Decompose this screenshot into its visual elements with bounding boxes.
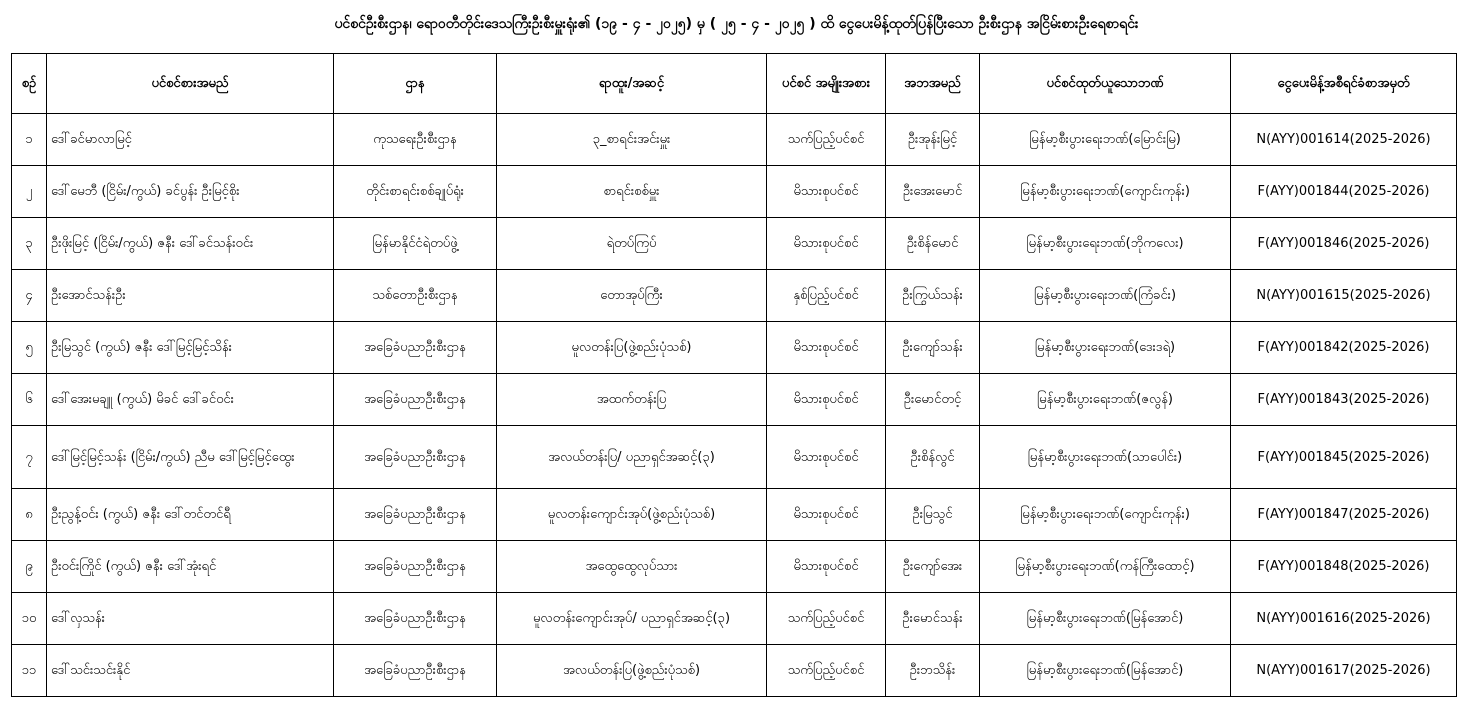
table-row bbox=[12, 489, 1457, 541]
document-title: ပင်စင်ဦးစီးဌာန၊ ရောဝတီတိုင်းဒေသကြီးဦးစီးမှူးရုံး၏ (၁၉ - ၄ - ၂၀၂၅) မှ ( ၂၅ - ၄ - ၂၀၂၅ ) ထိ ငွေပေးမိန့်ထုတ်ပြန်ပြီးသော ဦးစီးဌာန အငြိမ်းစားဦးရေစာရင်း bbox=[334, 16, 1139, 32]
cell-pensioner-name: ဒေါ်လှသန်း bbox=[47, 593, 334, 645]
cell-pension-type: မိသားစုပင်စင် bbox=[767, 374, 886, 426]
cell-payment-order-number: F(AYY)001848(2025-2026) bbox=[1231, 541, 1457, 593]
header-pension-type: ပင်စင် အမျိုးအစား bbox=[767, 54, 886, 114]
cell-father-name: ဦးကျော်သန်း bbox=[886, 322, 980, 374]
cell-payment-order-number: F(AYY)001843(2025-2026) bbox=[1231, 374, 1457, 426]
cell-serial: ၃ bbox=[12, 218, 47, 270]
table-row bbox=[12, 166, 1457, 218]
cell-payment-order-number: N(AYY)001614(2025-2026) bbox=[1231, 114, 1457, 166]
cell-paying-bank: မြန်မာ့စီးပွားရေးဘဏ်(ကျောင်းကုန်း) bbox=[980, 489, 1231, 541]
cell-pensioner-name: ဦးဝင်းကြိုင် (ကွယ်) ဇနီး ဒေါ်အုံးရင် bbox=[47, 541, 334, 593]
cell-department: အခြေခံပညာဦးစီးဌာန bbox=[334, 374, 497, 426]
table-header-row bbox=[12, 54, 1457, 114]
header-paying-bank: ပင်စင်ထုတ်ယူသောဘဏ် bbox=[980, 54, 1231, 114]
cell-pension-type: နှစ်ပြည့်ပင်စင် bbox=[767, 270, 886, 322]
header-position-rank: ရာထူး/အဆင့် bbox=[497, 54, 767, 114]
cell-serial: ၂ bbox=[12, 166, 47, 218]
header-father-name: အဘအမည် bbox=[886, 54, 980, 114]
cell-pension-type: မိသားစုပင်စင် bbox=[767, 166, 886, 218]
cell-pensioner-name: ဒေါ်မြင့်မြင့်သန်း (ငြိမ်း/ကွယ်) ညီမ ဒေါ်မြင့်မြင့်ထွေး bbox=[47, 426, 334, 489]
cell-father-name: ဦးအုန်းမြင့် bbox=[886, 114, 980, 166]
cell-position-rank: မူလတန်းကျောင်းအုပ်(ဖွဲ့စည်းပုံသစ်) bbox=[497, 489, 767, 541]
table-row bbox=[12, 593, 1457, 645]
header-pensioner-name: ပင်စင်စားအမည် bbox=[47, 54, 334, 114]
cell-pension-type: မိသားစုပင်စင် bbox=[767, 218, 886, 270]
cell-serial: ၉ bbox=[12, 541, 47, 593]
cell-pensioner-name: ဒေါ်သင်းသင်းနိုင် bbox=[47, 645, 334, 697]
cell-payment-order-number: N(AYY)001617(2025-2026) bbox=[1231, 645, 1457, 697]
table-row bbox=[12, 322, 1457, 374]
cell-paying-bank: မြန်မာ့စီးပွားရေးဘဏ်(ကြံခင်း) bbox=[980, 270, 1231, 322]
cell-department: ကုသရေးဦးစီးဌာန bbox=[334, 114, 497, 166]
cell-serial: ၁ bbox=[12, 114, 47, 166]
cell-paying-bank: မြန်မာ့စီးပွားရေးဘဏ်(သာပေါင်း) bbox=[980, 426, 1231, 489]
cell-position-rank: စာရင်းစစ်မှူး bbox=[497, 166, 767, 218]
header-serial: စဉ် bbox=[12, 54, 47, 114]
cell-pension-type: သက်ပြည့်ပင်စင် bbox=[767, 645, 886, 697]
cell-position-rank: အထက်တန်းပြ bbox=[497, 374, 767, 426]
cell-paying-bank: မြန်မာ့စီးပွားရေးဘဏ်(ဒေးဒရဲ) bbox=[980, 322, 1231, 374]
cell-pensioner-name: ဒေါ်အေးမချူ (ကွယ်) မိခင် ဒေါ်ခင်ဝင်း bbox=[47, 374, 334, 426]
cell-position-rank: တောအုပ်ကြီး bbox=[497, 270, 767, 322]
cell-serial: ၇ bbox=[12, 426, 47, 489]
cell-department: သစ်တောဦးစီးဌာန bbox=[334, 270, 497, 322]
cell-pensioner-name: ဦးမြသွင် (ကွယ်) ဇနီး ဒေါ်မြင့်မြင့်သိန်း bbox=[47, 322, 334, 374]
cell-position-rank: ရဲတပ်ကြပ် bbox=[497, 218, 767, 270]
pensioner-table bbox=[11, 53, 1457, 697]
cell-father-name: ဦးစိန်လွင် bbox=[886, 426, 980, 489]
cell-payment-order-number: F(AYY)001846(2025-2026) bbox=[1231, 218, 1457, 270]
header-payment-order-number: ငွေပေးမိန့်အစီရင်ခံစာအမှတ် bbox=[1231, 54, 1457, 114]
cell-serial: ၄ bbox=[12, 270, 47, 322]
cell-department: မြန်မာနိုင်ငံရဲတပ်ဖွဲ့ bbox=[334, 218, 497, 270]
cell-serial: ၁၁ bbox=[12, 645, 47, 697]
cell-position-rank: ၃_စာရင်းအင်းမှူး bbox=[497, 114, 767, 166]
cell-payment-order-number: N(AYY)001616(2025-2026) bbox=[1231, 593, 1457, 645]
cell-father-name: ဦးမောင်တင့် bbox=[886, 374, 980, 426]
table-row bbox=[12, 114, 1457, 166]
table-row bbox=[12, 645, 1457, 697]
cell-father-name: ဦးဘသိန်း bbox=[886, 645, 980, 697]
cell-department: အခြေခံပညာဦးစီးဌာန bbox=[334, 489, 497, 541]
cell-pension-type: သက်ပြည့်ပင်စင် bbox=[767, 114, 886, 166]
cell-position-rank: မူလတန်းကျောင်းအုပ်/ ပညာရှင်အဆင့်(၃) bbox=[497, 593, 767, 645]
cell-father-name: ဦးကြွယ်သန်း bbox=[886, 270, 980, 322]
cell-department: တိုင်းစာရင်းစစ်ချုပ်ရုံး bbox=[334, 166, 497, 218]
table-row bbox=[12, 426, 1457, 489]
cell-father-name: ဦးမြသွင် bbox=[886, 489, 980, 541]
cell-paying-bank: မြန်မာ့စီးပွားရေးဘဏ်(ကန်ကြီးထောင့်) bbox=[980, 541, 1231, 593]
cell-position-rank: မူလတန်းပြ(ဖွဲ့စည်းပုံသစ်) bbox=[497, 322, 767, 374]
cell-serial: ၅ bbox=[12, 322, 47, 374]
cell-position-rank: အလယ်တန်းပြ(ဖွဲ့စည်းပုံသစ်) bbox=[497, 645, 767, 697]
cell-paying-bank: မြန်မာ့စီးပွားရေးဘဏ်(ဘိုကလေး) bbox=[980, 218, 1231, 270]
cell-payment-order-number: F(AYY)001844(2025-2026) bbox=[1231, 166, 1457, 218]
cell-pension-type: မိသားစုပင်စင် bbox=[767, 322, 886, 374]
table-row bbox=[12, 541, 1457, 593]
cell-position-rank: အလယ်တန်းပြ/ ပညာရှင်အဆင့်(၃) bbox=[497, 426, 767, 489]
cell-department: အခြေခံပညာဦးစီးဌာန bbox=[334, 541, 497, 593]
table-row bbox=[12, 270, 1457, 322]
cell-pension-type: သက်ပြည့်ပင်စင် bbox=[767, 593, 886, 645]
cell-department: အခြေခံပညာဦးစီးဌာန bbox=[334, 322, 497, 374]
cell-paying-bank: မြန်မာ့စီးပွားရေးဘဏ်(မြန်အောင်) bbox=[980, 645, 1231, 697]
cell-father-name: ဦးအေးမောင် bbox=[886, 166, 980, 218]
cell-department: အခြေခံပညာဦးစီးဌာန bbox=[334, 593, 497, 645]
cell-payment-order-number: N(AYY)001615(2025-2026) bbox=[1231, 270, 1457, 322]
cell-department: အခြေခံပညာဦးစီးဌာန bbox=[334, 426, 497, 489]
cell-father-name: ဦးမောင်သန်း bbox=[886, 593, 980, 645]
table-row bbox=[12, 374, 1457, 426]
cell-father-name: ဦးကျော်အေး bbox=[886, 541, 980, 593]
cell-payment-order-number: F(AYY)001845(2025-2026) bbox=[1231, 426, 1457, 489]
header-department: ဌာန bbox=[334, 54, 497, 114]
cell-payment-order-number: F(AYY)001847(2025-2026) bbox=[1231, 489, 1457, 541]
cell-pension-type: မိသားစုပင်စင် bbox=[767, 489, 886, 541]
table-row bbox=[12, 218, 1457, 270]
cell-serial: ၆ bbox=[12, 374, 47, 426]
cell-pension-type: မိသားစုပင်စင် bbox=[767, 426, 886, 489]
cell-pensioner-name: ဦးအောင်သန်းဦး bbox=[47, 270, 334, 322]
cell-father-name: ဦးစိန်မောင် bbox=[886, 218, 980, 270]
cell-pensioner-name: ဦးညွန့်ဝင်း (ကွယ်) ဇနီး ဒေါ်တင်တင်ရီ bbox=[47, 489, 334, 541]
cell-department: အခြေခံပညာဦးစီးဌာန bbox=[334, 645, 497, 697]
cell-paying-bank: မြန်မာ့စီးပွားရေးဘဏ်(မြန်အောင်) bbox=[980, 593, 1231, 645]
cell-pension-type: မိသားစုပင်စင် bbox=[767, 541, 886, 593]
cell-position-rank: အထွေထွေလုပ်သား bbox=[497, 541, 767, 593]
cell-pensioner-name: ဦးဖိုးမြင့် (ငြိမ်း/ကွယ်) ဇနီး ဒေါ်ခင်သန်းဝင်း bbox=[47, 218, 334, 270]
cell-paying-bank: မြန်မာ့စီးပွားရေးဘဏ်(ဇလွန်) bbox=[980, 374, 1231, 426]
cell-paying-bank: မြန်မာ့စီးပွားရေးဘဏ်(ကျောင်းကုန်း) bbox=[980, 166, 1231, 218]
cell-serial: ၁၀ bbox=[12, 593, 47, 645]
cell-paying-bank: မြန်မာ့စီးပွားရေးဘဏ်(မြောင်းမြ) bbox=[980, 114, 1231, 166]
cell-pensioner-name: ဒေါ်မေဘီ (ငြိမ်း/ကွယ်) ခင်ပွန်း ဦးမြင့်စိုး bbox=[47, 166, 334, 218]
cell-serial: ၈ bbox=[12, 489, 47, 541]
cell-pensioner-name: ဒေါ်ခင်မာလာမြင့် bbox=[47, 114, 334, 166]
cell-payment-order-number: F(AYY)001842(2025-2026) bbox=[1231, 322, 1457, 374]
